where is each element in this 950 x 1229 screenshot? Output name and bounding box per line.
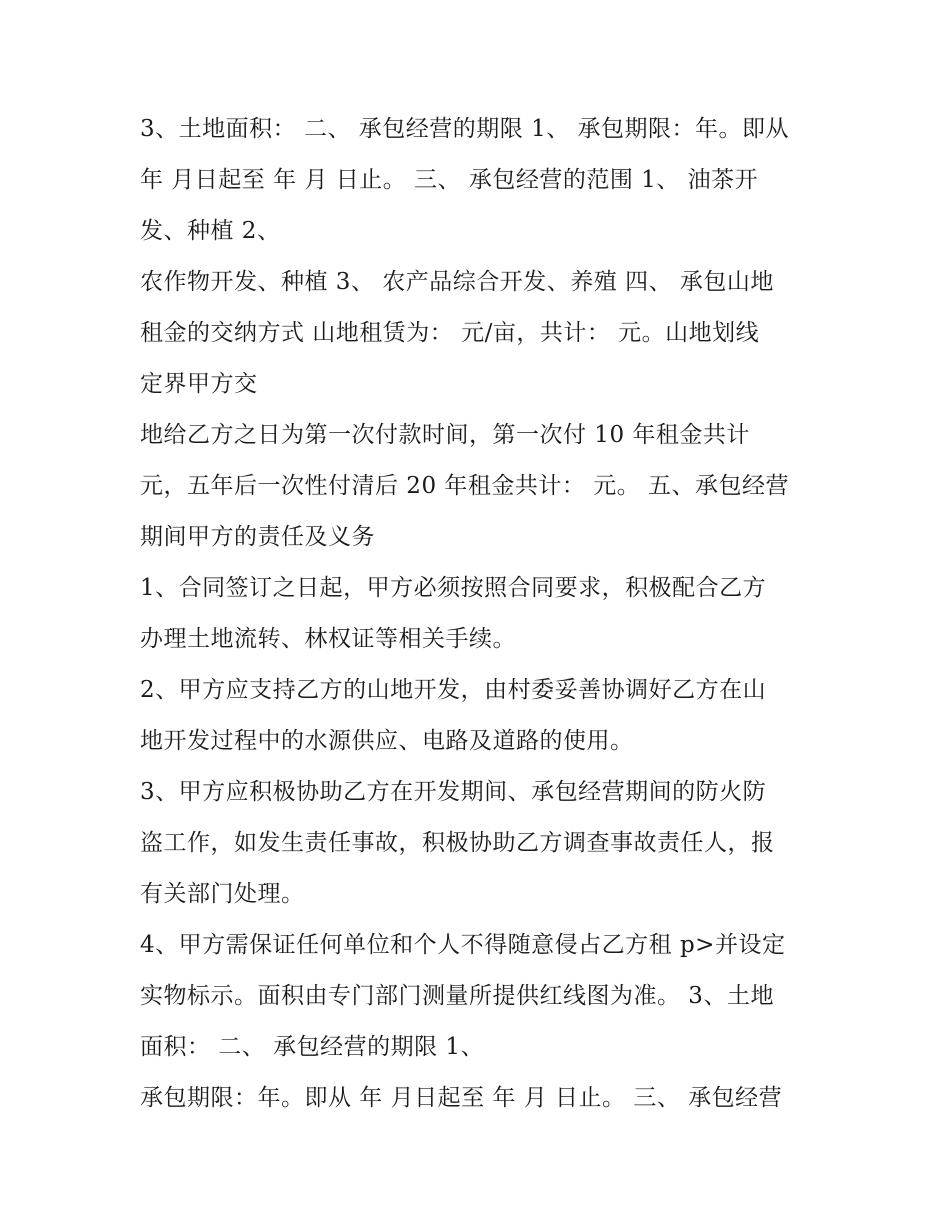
text-line: 地开发过程中的水源供应、电路及道路的使用。 — [140, 728, 634, 754]
text-line: 1、合同签订之日起，甲方必须按照合同要求，积极配合乙方 — [140, 575, 767, 601]
text-line: 发、种植 2、 — [140, 218, 281, 244]
text-line: 有关部门处理。 — [140, 881, 305, 907]
text-line: 期间甲方的责任及义务 — [140, 524, 375, 550]
text-line: 2、甲方应支持乙方的山地开发，由村委妥善协调好乙方在山 — [140, 677, 767, 703]
text-line: 租金的交纳方式 山地租赁为： 元/亩，共计： 元。山地划线 — [140, 320, 760, 346]
text-line: 3、土地面积： 二、 承包经营的期限 1、 承包期限：年。即从 — [140, 116, 790, 142]
text-line: 承包期限：年。即从 年 月日起至 年 月 日止。 三、 承包经营 — [140, 1085, 783, 1111]
text-line: 元，五年后一次性付清后 20 年租金共计： 元。 五、承包经营 — [140, 473, 790, 499]
contract-body-text — [140, 104, 820, 1124]
text-line: 地给乙方之日为第一次付款时间，第一次付 10 年租金共计 — [140, 422, 750, 448]
text-line: 实物标示。面积由专门部门测量所提供红线图为准。 3、土地 — [140, 983, 774, 1009]
text-line: 农作物开发、种植 3、 农产品综合开发、养殖 四、 承包山地 — [140, 269, 774, 295]
text-line: 定界甲方交 — [140, 371, 258, 397]
text-line: 面积： 二、 承包经营的期限 1、 — [140, 1034, 485, 1060]
text-line: 4、甲方需保证任何单位和个人不得随意侵占乙方租 p>并设定 — [140, 932, 786, 958]
text-line: 办理土地流转、林权证等相关手续。 — [140, 626, 516, 652]
text-line: 年 月日起至 年 月 日止。 三、 承包经营的范围 1、 油茶开 — [140, 167, 759, 193]
text-line: 3、甲方应积极协助乙方在开发期间、承包经营期间的防火防 — [140, 779, 767, 805]
text-line: 盗工作，如发生责任事故，积极协助乙方调查事故责任人，报 — [140, 830, 775, 856]
